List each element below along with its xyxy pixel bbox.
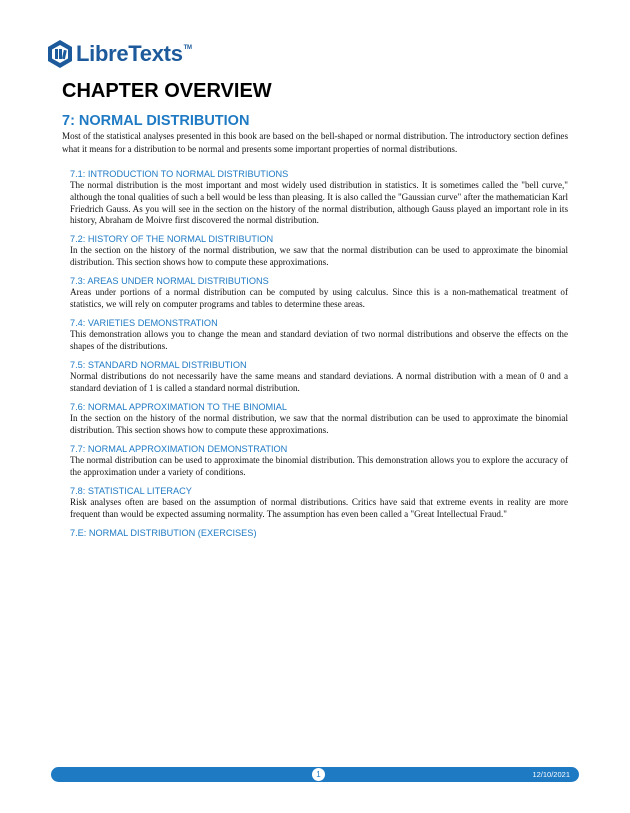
section-list: [70, 168, 568, 545]
section-item: [70, 317, 568, 353]
section-description: Normal distributions do not necessarily have the same means and standard deviations. A normal distribution with a mean of 0 and a standard deviation of 1 is called a standard normal distribution.: [70, 371, 568, 393]
section-description: In the section on the history of the normal distribution, we saw that the normal distribution can be used to approximate the binomial distribution. This section shows how to compute these approximations.: [70, 413, 568, 435]
chapter-title[interactable]: 7: NORMAL DISTRIBUTION: [62, 113, 250, 129]
chapter-intro: Most of the statistical analyses presented in this book are based on the bell-shaped or normal distribution. The introductory section defines what it means for a distribution to be normal and presents some important properties of normal distributions.: [62, 131, 568, 154]
section-item: [70, 401, 568, 437]
libretexts-logo[interactable]: [47, 39, 192, 69]
section-item: [70, 233, 568, 269]
section-title-7-3[interactable]: 7.3: AREAS UNDER NORMAL DISTRIBUTIONS: [70, 276, 269, 287]
section-description: This demonstration allows you to change the mean and standard deviation of two normal distributions and observe the effects on the shapes of the distributions.: [70, 329, 568, 352]
section-description: In the section on the history of the normal distribution, we saw that the normal distribution can be used to approximate the binomial distribution. This section shows how to compute these approximations.: [70, 245, 568, 268]
footer-date: 12/10/2021: [532, 770, 570, 779]
section-title-7-5[interactable]: 7.5: STANDARD NORMAL DISTRIBUTION: [70, 360, 247, 371]
section-item: [70, 168, 568, 227]
libretexts-logo-icon: [47, 39, 73, 69]
section-title-7-7[interactable]: 7.7: NORMAL APPROXIMATION DEMONSTRATION: [70, 443, 288, 454]
section-description: The normal distribution can be used to approximate the binomial distribution. This demonstration allows you to explore the accuracy of the approximation under a variety of conditions.: [70, 454, 568, 477]
section-item: [70, 443, 568, 479]
section-description: Risk analyses often are based on the assumption of normal distributions. Critics have said that extreme events in reality are more frequent than would be expected assuming normality. The assumption has even been called a "Great Intellectual Fraud.": [70, 496, 568, 519]
section-title-7-8[interactable]: 7.8: STATISTICAL LITERACY: [70, 485, 192, 496]
logo-text: LibreTexts™: [76, 41, 192, 66]
section-title-7-e[interactable]: 7.E: NORMAL DISTRIBUTION (EXERCISES): [70, 527, 257, 538]
section-title-7-1[interactable]: 7.1: INTRODUCTION TO NORMAL DISTRIBUTIONS: [70, 169, 289, 179]
page-number: 1: [312, 768, 325, 781]
section-title-7-6[interactable]: 7.6: NORMAL APPROXIMATION TO THE BINOMIAL: [70, 402, 287, 413]
section-item: [70, 527, 568, 539]
section-description: Areas under portions of a normal distribution can be computed by using calculus. Since this is a non-mathematical treatment of statistics, we will rely on computer programs and tables to determine these areas.: [70, 287, 568, 310]
section-item: [70, 275, 568, 311]
chapter-heading: CHAPTER OVERVIEW: [62, 80, 272, 102]
section-description: The normal distribution is the most important and most widely used distribution in statistics. It is sometimes called the "bell curve," although the tonal qualities of such a bell would be less than pleasing. It is also called the "Gaussian curve" after the mathematician Karl Friedrich Gauss. As you will see in the section on the history of the normal distribution, although Gauss played an important role in its history, Abraham de Moivre first discovered the normal distribution.: [70, 180, 568, 226]
section-title-7-4[interactable]: 7.4: VARIETIES DEMONSTRATION: [70, 318, 218, 329]
section-item: [70, 359, 568, 395]
page-footer: [51, 767, 579, 782]
section-title-7-2[interactable]: 7.2: HISTORY OF THE NORMAL DISTRIBUTION: [70, 234, 274, 245]
section-item: [70, 485, 568, 521]
